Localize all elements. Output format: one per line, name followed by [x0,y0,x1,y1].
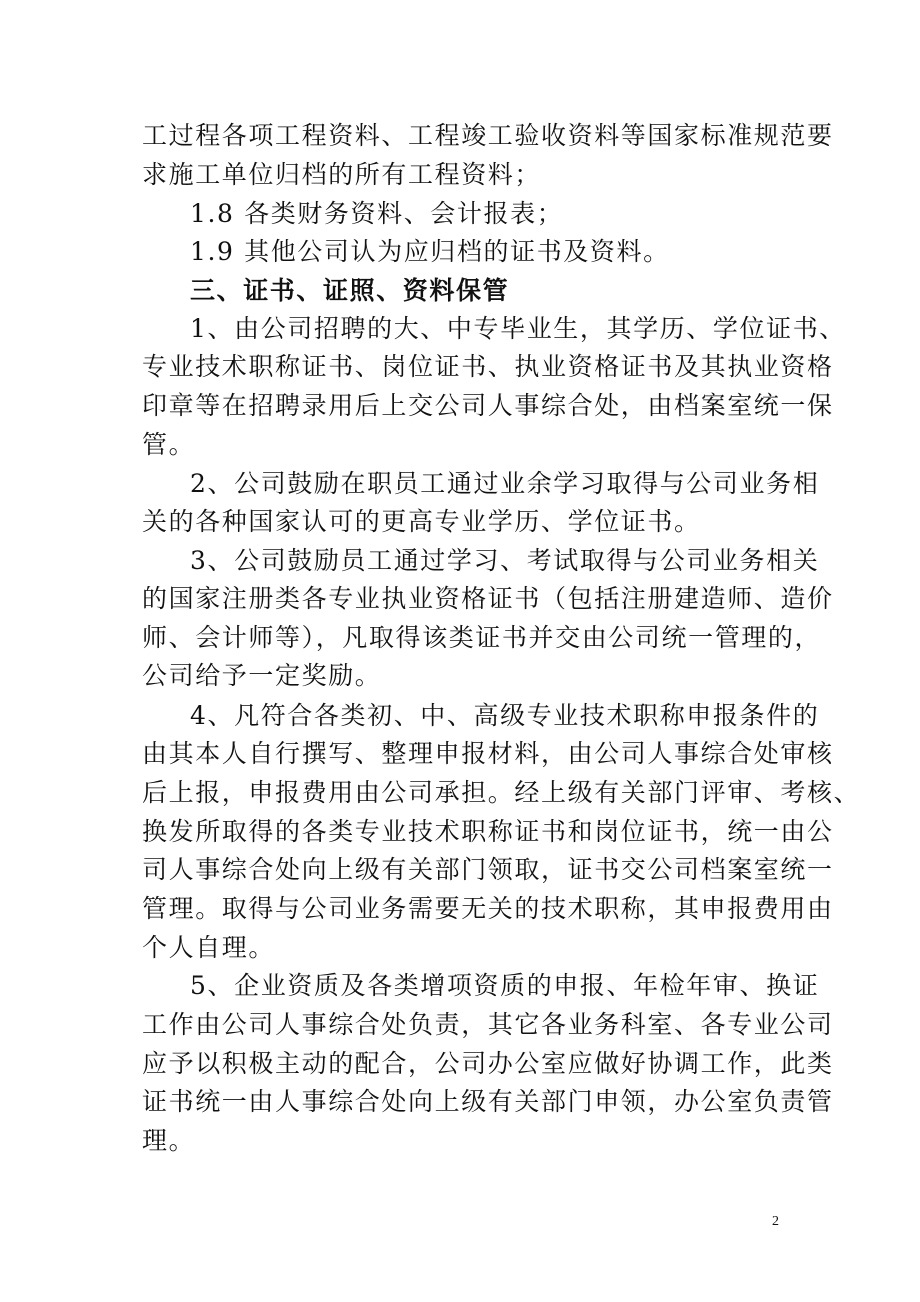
text-line: 1、由公司招聘的大、中专毕业生，其学历、学位证书、 [190,314,846,343]
text-line: 印章等在招聘录用后上交公司人事综合处，由档案室统一保 [142,391,834,420]
text-line: 由其本人自行撰写、整理申报材料，由公司人事综合处审核 [142,739,834,768]
text-line: 应予以积极主动的配合，公司办公室应做好协调工作，此类 [142,1049,834,1078]
text-line: 个人自理。 [142,933,276,962]
text-line: 求施工单位归档的所有工程资料； [142,160,542,189]
text-line: 司人事综合处向上级有关部门领取，证书交公司档案室统一 [142,855,834,884]
text-line: 公司给予一定奖励。 [142,661,382,690]
text-line: 工作由公司人事综合处负责，其它各业务科室、各专业公司 [142,1010,834,1039]
text-line: 2、公司鼓励在职员工通过业余学习取得与公司业务相 [190,469,820,498]
text-line: 工过程各项工程资料、工程竣工验收资料等国家标准规范要 [142,121,834,150]
text-line: 师、会计师等），凡取得该类证书并交由公司统一管理的， [142,623,822,652]
text-line: 专业技术职称证书、岗位证书、执业资格证书及其执业资格 [142,352,834,381]
text-line: 关的各种国家认可的更高专业学历、学位证书。 [142,507,701,536]
text-line: 管理。取得与公司业务需要无关的技术职称，其申报费用由 [142,894,834,923]
text-line: 理。 [142,1126,196,1155]
page-number: 2 [772,1214,779,1229]
list-item: 1.9 其他公司认为应归档的证书及资料。 [190,237,670,266]
list-item: 1.8 各类财务资料、会计报表； [190,199,564,228]
text-line: 证书统一由人事综合处向上级有关部门申领，办公室负责管 [142,1087,834,1116]
text-line: 换发所取得的各类专业技术职称证书和岗位证书，统一由公 [142,817,834,846]
text-line: 3、公司鼓励员工通过学习、考试取得与公司业务相关 [190,546,820,575]
text-line: 4、凡符合各类初、中、高级专业技术职称申报条件的 [190,701,820,730]
text-line: 的国家注册类各专业执业资格证书（包括注册建造师、造价 [142,584,834,613]
text-line: 后上报，申报费用由公司承担。经上级有关部门评审、考核、 [142,778,861,807]
text-line: 5、企业资质及各类增项资质的申报、年检年审、换证 [190,971,820,1000]
section-heading: 三、证书、证照、资料保管 [190,276,510,305]
text-line: 管。 [142,430,196,459]
